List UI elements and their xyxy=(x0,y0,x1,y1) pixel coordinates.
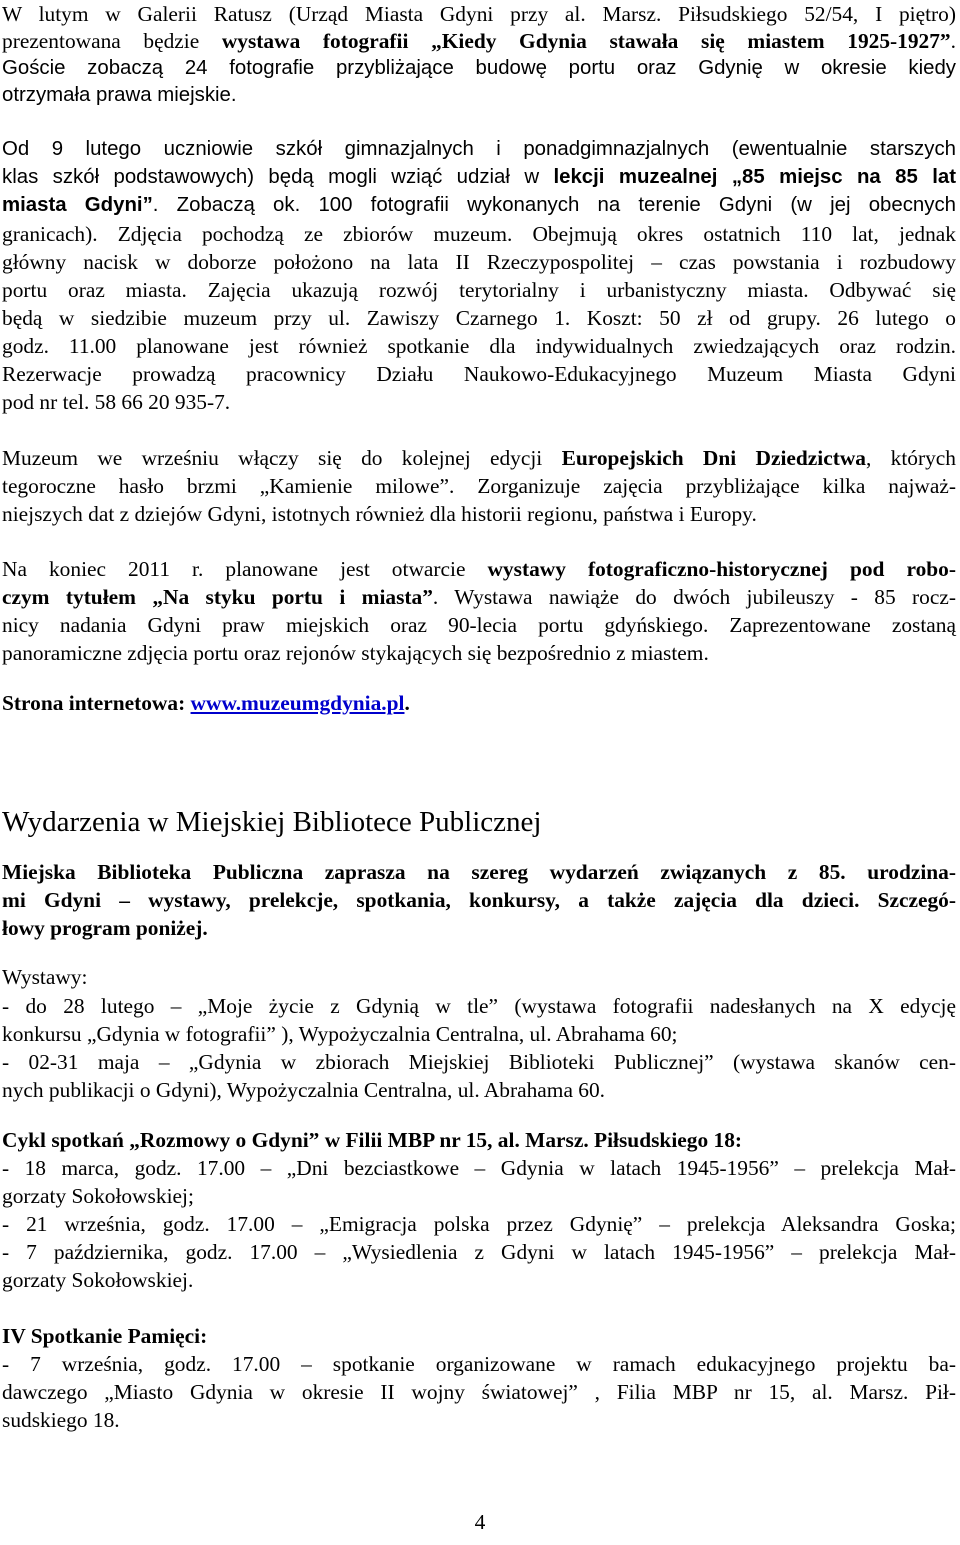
website-label: Strona internetowa: xyxy=(2,691,191,715)
section-heading: Wydarzenia w Miejskiej Bibliotece Publicznej xyxy=(2,806,542,838)
list-item: - 21 września, godz. 17.00 – „Emigracja polska przez Gdynię” – prelekcja Aleksandra Goska; xyxy=(2,1212,956,1236)
text-line: granicach). Zdjęcia pochodzą ze zbiorów muzeum. Obejmują okres ostatnich 110 lat, jednak xyxy=(2,222,956,246)
list-item: - 18 marca, godz. 17.00 – „Dni bezciastkowe – Gdynia w latach 1945-1956” – prelekcja Mał- xyxy=(2,1156,956,1180)
text-line xyxy=(2,585,956,610)
subheading-cykl xyxy=(2,1128,956,1153)
text-span: mi Gdyni – wystawy, prelekcje, spotkania, konkursy, a także zajęcia dla dzieci. Szczegó- xyxy=(2,888,956,912)
text-span: . xyxy=(404,691,410,715)
page-number: 4 xyxy=(474,1510,486,1534)
text-span: prezentowana będzie xyxy=(2,29,222,53)
text-span: . Zobaczą ok. 100 fotografii wykonanych na terenie Gdyni (w jej obecnych xyxy=(152,194,956,216)
text-line xyxy=(2,165,956,190)
list-item: konkursu „Gdynia w fotografii” ), Wypożyczalnia Centralna, ul. Abrahama 60; xyxy=(2,1022,678,1046)
text-line: Goście zobaczą 24 fotografie przybliżające budowę portu oraz Gdynię w okresie kiedy xyxy=(2,57,956,79)
text-line: godz. 11.00 planowane jest również spotkanie dla indywidualnych zwiedzających oraz rodzin. xyxy=(2,334,956,358)
text-span: Cykl spotkań „Rozmowy o Gdyni” w Filii MBP nr 15, al. Marsz. Piłsudskiego 18: xyxy=(2,1128,743,1152)
text-line: portu oraz miasta. Zajęcia ukazują rozwój terytorialny i urbanistyczny miasta. Odbywać się xyxy=(2,278,956,302)
text-line: główny nacisk w doborze położono na lata II Rzeczypospolitej – czas powstania i rozbudowy xyxy=(2,250,956,274)
list-item: gorzaty Sokołowskiej; xyxy=(2,1184,194,1208)
text-line: panoramiczne zdjęcia portu oraz rejonów stykających się bezpośrednio z miastem. xyxy=(2,641,709,665)
text-line: Od 9 lutego uczniowie szkół gimnazjalnych i ponadgimnazjalnych (ewentualnie starszych xyxy=(2,138,956,160)
text-line xyxy=(2,916,956,941)
text-line: będą w siedzibie muzeum przy ul. Zawiszy Czarnego 1. Koszt: 50 zł od grupy. 26 lutego o xyxy=(2,306,956,330)
website-line xyxy=(2,691,956,716)
text-span: Na koniec 2011 r. planowane jest otwarcie xyxy=(2,557,488,581)
list-item: - 7 października, godz. 17.00 – „Wysiedlenia z Gdyni w latach 1945-1956” – prelekcja Mał- xyxy=(2,1240,956,1264)
text-line: niejszych dat z dziejów Gdyni, istotnych również dla historii regionu, państwa i Europy. xyxy=(2,502,757,526)
text-span: IV Spotkanie Pamięci: xyxy=(2,1324,208,1348)
exhibition-title: wystawy fotograficzno-historycznej pod robo- xyxy=(487,557,956,581)
text-line xyxy=(2,193,956,218)
list-item: - do 28 lutego – „Moje życie z Gdynią w tle” (wystawa fotografii nadesłanych na X edycję xyxy=(2,994,956,1018)
list-item: dawczego „Miasto Gdynia w okresie II wojny światowej” , Filia MBP nr 15, al. Marsz. Pił- xyxy=(2,1380,956,1404)
text-line: pod nr tel. 58 66 20 935-7. xyxy=(2,390,231,414)
list-item: gorzaty Sokołowskiej. xyxy=(2,1268,194,1292)
text-line xyxy=(2,557,956,582)
list-item: sudskiego 18. xyxy=(2,1408,120,1432)
exhibition-title: wystawa fotografii „Kiedy Gdynia stawała się miastem 1925-1927” xyxy=(221,29,951,53)
exhibition-title: czym tytułem „Na styku portu i miasta” xyxy=(2,585,433,609)
text-line: nicy nadania Gdyni praw miejskich oraz 90-lecia portu gdyńskiego. Zaprezentowane zostaną xyxy=(2,613,956,637)
text-line xyxy=(2,446,956,471)
text-line xyxy=(2,29,956,54)
list-item: nych publikacji o Gdyni), Wypożyczalnia Centralna, ul. Abrahama 60. xyxy=(2,1078,606,1102)
text-span: łowy program poniżej. xyxy=(2,916,208,940)
lesson-title: miasta Gdyni” xyxy=(2,194,153,216)
text-span: . xyxy=(950,29,956,53)
list-item: - 7 września, godz. 17.00 – spotkanie organizowane w ramach edukacyjnego projektu ba- xyxy=(2,1352,956,1376)
text-line xyxy=(2,888,956,913)
text-line: W lutym w Galerii Ratusz (Urząd Miasta Gdyni przy al. Marsz. Piłsudskiego 52/54, I piętro) xyxy=(2,2,956,26)
event-name: Europejskich Dni Dziedzictwa xyxy=(561,446,866,470)
text-line xyxy=(2,860,956,885)
lesson-title: lekcji muzealnej „85 miejsc na 85 lat xyxy=(553,166,956,188)
subheading-wystawy: Wystawy: xyxy=(2,965,88,989)
text-span: klas szkół podstawowych) będą mogli wziąć udział w xyxy=(2,166,554,188)
text-span: Miejska Biblioteka Publiczna zaprasza na szereg wydarzeń związanych z 85. urodzina- xyxy=(2,860,956,884)
text-span: , których xyxy=(865,446,956,470)
text-span: Muzeum we wrześniu włączy się do kolejnej edycji xyxy=(2,446,562,470)
subheading-pamiec xyxy=(2,1324,956,1349)
text-line: tegoroczne hasło brzmi „Kamienie milowe”. Zorganizuje zajęcia przybliżające kilka najważ- xyxy=(2,474,956,498)
text-span: . Wystawa nawiąże do dwóch jubileuszy - 85 rocz- xyxy=(432,585,956,609)
list-item: - 02-31 maja – „Gdynia w zbiorach Miejskiej Biblioteki Publicznej” (wystawa skanów cen- xyxy=(2,1050,956,1074)
text-line: Rezerwacje prowadzą pracownicy Działu Naukowo-Edukacyjnego Muzeum Miasta Gdyni xyxy=(2,362,956,386)
website-link[interactable]: www.muzeumgdynia.pl xyxy=(190,691,405,715)
text-line: otrzymała prawa miejskie. xyxy=(2,84,237,106)
